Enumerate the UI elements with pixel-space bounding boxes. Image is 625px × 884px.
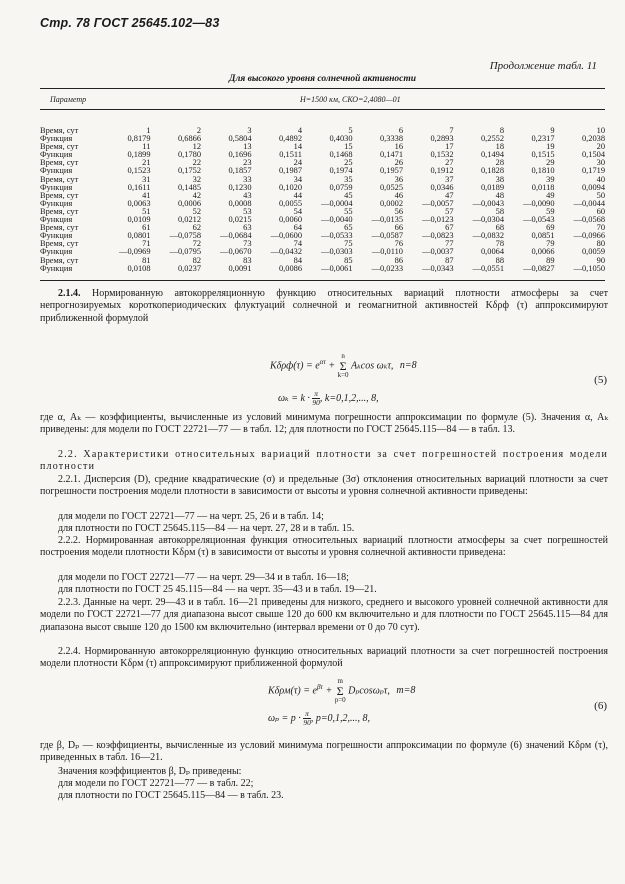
- table-cell: —0,0758: [169, 231, 201, 241]
- paragraph-2-2-2-a: для модели по ГОСТ 22721—77 — на черт. 29—34 и в табл. 16—18;: [58, 572, 349, 583]
- table-cell: 59: [546, 206, 555, 216]
- formula-6-line1: $K\delta\rho м(\tau) = e^{\beta\tau} + m$ Σ p=0 Dₚcosωₚτ, m=8: [268, 677, 416, 704]
- table-cell: 13: [243, 142, 252, 152]
- table-cell: 81: [142, 255, 151, 265]
- table-cell: 34: [293, 174, 302, 184]
- table-cell: 10: [596, 126, 605, 135]
- table-cell: 90: [596, 255, 605, 265]
- table-cell: 20: [596, 142, 605, 152]
- table-cell: 0,0059: [581, 247, 605, 257]
- formula-6-line2: ωₚ = p · $\frac{\pi}{90}$ , p=0,1,2,..., 8,: [268, 709, 371, 727]
- table-cell: 6: [398, 126, 403, 135]
- table-cell: 0,0091: [228, 263, 252, 273]
- page-header: Стр. 78 ГОСТ 25645.102—83: [40, 16, 220, 30]
- row-label: Время, сут: [40, 158, 79, 168]
- table-row: [40, 184, 605, 192]
- row-label: Функция: [40, 150, 73, 160]
- paragraph-2-2: 2.2. Характеристики относительных вариаций плотности за счет погрешностей построения модели плотности: [40, 449, 609, 473]
- table-cell: 23: [243, 158, 252, 168]
- table-cell: 82: [192, 255, 201, 265]
- table-cell: 72: [192, 239, 201, 249]
- table-cell: 27: [445, 158, 454, 168]
- table-cell: 61: [142, 223, 151, 233]
- table-cell: 48: [495, 190, 504, 200]
- table-cell: 49: [546, 190, 555, 200]
- table-cell: —0,0600: [270, 231, 302, 241]
- paragraph-2-2-1-a: для модели по ГОСТ 22721—77 — на черт. 25, 26 и в табл. 14;: [58, 511, 324, 522]
- row-label: Функция: [40, 182, 73, 192]
- table-cell: 9: [550, 126, 555, 135]
- table-cell: 0,1494: [480, 150, 504, 160]
- table-cell: 64: [293, 223, 302, 233]
- table-cell: —0,0551: [472, 263, 504, 273]
- sum-symbol: n Σ k=0: [337, 352, 349, 379]
- table-cell: 0,8179: [127, 134, 151, 144]
- row-label: Функция: [40, 247, 73, 257]
- sum-symbol: m Σ p=0: [334, 677, 346, 704]
- paragraph-2-1-4: 2.1.4. Нормированную автокорреляционную функцию относительных вариаций плотности атмосферы за счет непрогнозируемых короткопериодических флуктуаций солнечной и геомагнитной активностей Kδρф (τ) аппроксимируют приближенной формулой: [40, 288, 608, 324]
- table-cell: —0,0832: [472, 231, 504, 241]
- table-cell: 79: [546, 239, 555, 249]
- table-cell: 0,0006: [177, 198, 201, 208]
- formula-5-line2: ωₖ = k · $\frac{\pi}{90}$ , k=0,1,2,..., 8,: [278, 389, 379, 407]
- table-cell: —0,0043: [472, 198, 504, 208]
- table-cell: 71: [142, 239, 151, 249]
- table-cell: 44: [293, 190, 302, 200]
- table-cell: 15: [344, 142, 353, 152]
- table-cell: 4: [297, 126, 302, 135]
- table-cell: 0,6866: [177, 134, 201, 144]
- autocorrelation-table: [40, 127, 605, 273]
- table-cell: 30: [596, 158, 605, 168]
- table-cell: 86: [394, 255, 403, 265]
- table-cell: 0,1987: [278, 166, 302, 176]
- table-cell: 0,1515: [531, 150, 555, 160]
- table-cell: 0,0109: [127, 215, 151, 225]
- row-label: Время, сут: [40, 142, 79, 152]
- table-cell: 63: [243, 223, 252, 233]
- equation-number-5: (5): [594, 374, 607, 386]
- table-cell: 47: [445, 190, 454, 200]
- table-cell: 78: [495, 239, 504, 249]
- table-cell: 36: [394, 174, 403, 184]
- paragraph-values-6-b: для плотности по ГОСТ 25645.115—84 — в табл. 23.: [58, 790, 284, 801]
- table-cell: 0,0108: [127, 263, 151, 273]
- table-cell: 0,1523: [127, 166, 151, 176]
- table-row: [40, 232, 605, 240]
- table-cell: 75: [344, 239, 353, 249]
- table-cell: 0,1230: [228, 182, 252, 192]
- table-cell: 0,2552: [480, 134, 504, 144]
- table-cell: 0,1780: [177, 150, 201, 160]
- table-cell: 1: [146, 126, 151, 135]
- table-cell: 0,1020: [278, 182, 302, 192]
- table-cell: —0,0233: [371, 263, 403, 273]
- equation-number-6: (6): [594, 700, 607, 712]
- table-cell: 22: [192, 158, 201, 168]
- table-cell: —0,0966: [573, 231, 605, 241]
- table-cell: 17: [445, 142, 454, 152]
- table-cell: 0,1899: [127, 150, 151, 160]
- table-cell: —0,0543: [523, 215, 555, 225]
- table-row: [40, 216, 605, 224]
- table-cell: 0,1511: [279, 150, 302, 160]
- table-cell: —0,0303: [321, 247, 353, 257]
- table-cell: 52: [192, 206, 201, 216]
- table-cell: —0,0061: [321, 263, 353, 273]
- table-cell: 0,0212: [177, 215, 201, 225]
- table-row: [40, 151, 605, 159]
- table-cell: —0,0343: [422, 263, 454, 273]
- table-cell: 0,1857: [228, 166, 252, 176]
- table-top-rule: [40, 88, 605, 89]
- table-cell: 87: [445, 255, 454, 265]
- table-cell: —0,0037: [422, 247, 454, 257]
- paragraph-2-2-1-b: для плотности по ГОСТ 25645.115—84 — на черт. 27, 28 и в табл. 15.: [58, 523, 355, 534]
- row-label: Функция: [40, 166, 73, 176]
- table-cell: 0,0055: [278, 198, 302, 208]
- table-row: [40, 159, 605, 167]
- table-cell: 89: [546, 255, 555, 265]
- table-cell: —0,0044: [573, 198, 605, 208]
- table-cell: 11: [142, 142, 151, 152]
- table-cell: 68: [495, 223, 504, 233]
- table-cell: 0,0060: [278, 215, 302, 225]
- table-cell: 0,1974: [329, 166, 353, 176]
- table-cell: 0,3338: [379, 134, 403, 144]
- table-cell: 24: [293, 158, 302, 168]
- table-cell: 0,0086: [278, 263, 302, 273]
- table-cell: 3: [247, 126, 252, 135]
- table-cell: 28: [495, 158, 504, 168]
- row-label: Время, сут: [40, 206, 79, 216]
- table-cell: 0,1696: [228, 150, 252, 160]
- paragraph-2-2-3: 2.2.3. Данные на черт. 29—43 и в табл. 16—21 приведены для низкого, среднего и высокого уровней солнечной активности для модели по ГОСТ 22721—77 для диапазона высот свыше 120 до 600 км включительно и для плотности по ГОСТ 25645.115—84 для диапазона высот свыше 120 до 1500 км включительно (интервал времени от 0 до 70 сут).: [40, 597, 608, 633]
- table-cell: —0,0123: [422, 215, 454, 225]
- table-cell: 73: [243, 239, 252, 249]
- table-cell: 16: [394, 142, 403, 152]
- table-cell: —0,0004: [321, 198, 353, 208]
- table-cell: 2: [196, 126, 201, 135]
- table-cell: 0,1532: [430, 150, 454, 160]
- table-row: [40, 135, 605, 143]
- table-cell: 0,1468: [329, 150, 353, 160]
- paragraph-where-6: где β, Dₚ — коэффициенты, вычисленные из условий минимума погрешности аппроксимации по формуле (6) значений Kδρм (τ), приведенных в табл. 16—21.: [40, 740, 608, 764]
- table-row: [40, 265, 605, 273]
- table-cell: 0,1485: [177, 182, 201, 192]
- table-cell: 51: [142, 206, 151, 216]
- table-cell: 62: [192, 223, 201, 233]
- table-continuation-label: Продолжение табл. 11: [489, 60, 597, 72]
- table-cell: 0,0801: [127, 231, 151, 241]
- table-cell: 67: [445, 223, 454, 233]
- table-cell: 70: [596, 223, 605, 233]
- table-cell: 0,2893: [430, 134, 454, 144]
- paragraph-2-2-2-b: для плотности по ГОСТ 25 45.115—84 — на черт. 35—43 и в табл. 19—21.: [58, 584, 377, 595]
- table-cell: 46: [394, 190, 403, 200]
- table-cell: 5: [348, 126, 353, 135]
- row-label: Функция: [40, 263, 73, 273]
- table-cell: 55: [344, 206, 353, 216]
- table-cell: 0,1752: [177, 166, 201, 176]
- table-header-rule: [40, 109, 605, 110]
- table-cell: 18: [495, 142, 504, 152]
- paragraph-where-5: где α, Aₖ — коэффициенты, вычисленные из условий минимума погрешности аппроксимации по формуле (5). Значения α, Aₖ приведены: для модели по ГОСТ 22721—77 — в табл. 12; для плотности по ГОСТ 25645.115—84 — в табл. 13.: [40, 412, 608, 436]
- table-cell: 69: [546, 223, 555, 233]
- table-cell: —0,0432: [270, 247, 302, 257]
- table-cell: 43: [243, 190, 252, 200]
- table-cell: —0,0795: [169, 247, 201, 257]
- table-cell: 38: [495, 174, 504, 184]
- table-cell: 0,1810: [531, 166, 555, 176]
- table-cell: —0,0684: [220, 231, 252, 241]
- paragraph-values-6-a: для модели по ГОСТ 22721—77 — в табл. 22;: [58, 778, 254, 789]
- table-cell: —0,0090: [523, 198, 555, 208]
- table-cell: 0,0346: [430, 182, 454, 192]
- condition-column-header: H=1500 км, СКО=2,4080—01: [300, 95, 401, 104]
- table-cell: 7: [449, 126, 454, 135]
- table-cell: 8: [499, 126, 504, 135]
- table-cell: 66: [394, 223, 403, 233]
- paragraph-2-2-2: 2.2.2. Нормированная автокорреляционная функция относительных вариаций плотности атмосферы за счет погрешностей построения модели плотности Kδρм (τ) в зависимости от высоты и уровня солнечной активности приведена:: [40, 535, 608, 559]
- table-cell: 0,1719: [581, 166, 605, 176]
- table-cell: 19: [546, 142, 555, 152]
- table-title: Для высокого уровня солнечной активности: [228, 74, 417, 84]
- table-cell: —0,0670: [220, 247, 252, 257]
- table-cell: 85: [344, 255, 353, 265]
- table-cell: —0,0823: [422, 231, 454, 241]
- table-cell: 88: [495, 255, 504, 265]
- table-row: [40, 167, 605, 175]
- table-cell: 0,4892: [278, 134, 302, 144]
- table-cell: 83: [243, 255, 252, 265]
- row-label: Время, сут: [40, 255, 79, 265]
- table-cell: 0,1828: [480, 166, 504, 176]
- table-cell: —0,0969: [119, 247, 151, 257]
- row-label: Время, сут: [40, 126, 79, 135]
- table-row: [40, 143, 605, 151]
- table-cell: 53: [243, 206, 252, 216]
- paragraph-2-2-4: 2.2.4. Нормированную автокорреляционную функцию относительных вариаций плотности за счет погрешностей построения модели плотности Kδρм (τ) аппроксимируют приближенной формулой: [40, 646, 608, 670]
- table-cell: 0,0215: [228, 215, 252, 225]
- table-cell: —0,0568: [573, 215, 605, 225]
- table-cell: 39: [546, 174, 555, 184]
- table-cell: 35: [344, 174, 353, 184]
- table-cell: 0,5804: [228, 134, 252, 144]
- table-cell: 0,1504: [581, 150, 605, 160]
- table-cell: 54: [293, 206, 302, 216]
- table-cell: 0,0118: [531, 182, 555, 192]
- table-cell: 0,2038: [581, 134, 605, 144]
- table-cell: 84: [293, 255, 302, 265]
- table-cell: 0,0002: [379, 198, 403, 208]
- table-cell: 0,1471: [379, 150, 403, 160]
- table-cell: 21: [142, 158, 151, 168]
- table-cell: 58: [495, 206, 504, 216]
- row-label: Время, сут: [40, 190, 79, 200]
- table-cell: —0,0135: [371, 215, 403, 225]
- table-cell: 0,0759: [329, 182, 353, 192]
- table-cell: 0,0094: [581, 182, 605, 192]
- table-cell: 29: [546, 158, 555, 168]
- table-cell: 76: [394, 239, 403, 249]
- table-cell: 0,1912: [430, 166, 454, 176]
- table-cell: 0,4030: [329, 134, 353, 144]
- table-cell: —0,0057: [422, 198, 454, 208]
- table-cell: 41: [142, 190, 151, 200]
- table-cell: 0,0064: [480, 247, 504, 257]
- table-cell: 0,0063: [127, 198, 151, 208]
- table-cell: 56: [394, 206, 403, 216]
- table-cell: 57: [445, 206, 454, 216]
- paragraph-values-6: Значения коэффициентов β, Dₚ приведены:: [58, 766, 242, 777]
- table-row: [40, 248, 605, 256]
- table-cell: —0,1050: [573, 263, 605, 273]
- table-cell: 60: [596, 206, 605, 216]
- table-cell: 0,0851: [531, 231, 555, 241]
- table-cell: 0,0066: [531, 247, 555, 257]
- table-bottom-rule: [40, 280, 605, 281]
- table-cell: 45: [344, 190, 353, 200]
- table-cell: 0,0008: [228, 198, 252, 208]
- table-cell: 80: [596, 239, 605, 249]
- table-cell: 50: [596, 190, 605, 200]
- table-cell: —0,0827: [523, 263, 555, 273]
- table-cell: 77: [445, 239, 454, 249]
- table-cell: 42: [192, 190, 201, 200]
- table-row: [40, 127, 605, 135]
- table-cell: 32: [192, 174, 201, 184]
- table-row: [40, 200, 605, 208]
- formula-5-line1: $K\delta\rho ф(\tau) = e^{\alpha\tau} + n$ Σ k=0 Aₖcos ωₖτ, n=8: [270, 352, 417, 379]
- table-cell: —0,0587: [371, 231, 403, 241]
- table-cell: —0,0110: [371, 247, 403, 257]
- table-row: [40, 176, 605, 184]
- table-cell: 74: [293, 239, 302, 249]
- table-cell: —0,0040: [321, 215, 353, 225]
- table-cell: 0,1611: [127, 182, 151, 192]
- table-cell: 12: [192, 142, 201, 152]
- table-cell: 25: [344, 158, 353, 168]
- param-column-header: Параметр: [50, 95, 87, 104]
- table-cell: —0,0304: [472, 215, 504, 225]
- row-label: Функция: [40, 231, 73, 241]
- table-cell: —0,0533: [321, 231, 353, 241]
- table-cell: 26: [394, 158, 403, 168]
- row-label: Функция: [40, 198, 73, 208]
- row-label: Время, сут: [40, 239, 79, 249]
- table-cell: 0,0237: [177, 263, 201, 273]
- table-cell: 0,0189: [480, 182, 504, 192]
- table-cell: 14: [293, 142, 302, 152]
- table-cell: 0,1957: [379, 166, 403, 176]
- table-cell: 0,0525: [379, 182, 403, 192]
- table-cell: 33: [243, 174, 252, 184]
- row-label: Время, сут: [40, 223, 79, 233]
- row-label: Время, сут: [40, 174, 79, 184]
- row-label: Функция: [40, 215, 73, 225]
- row-label: Функция: [40, 134, 73, 144]
- paragraph-2-2-1: 2.2.1. Дисперсия (D), средние квадратические (σ) и предельные (3σ) отклонения относительных вариаций плотности за счет погрешности построения модели плотности в зависимости от высоты и уровня солнечной активности приведены:: [40, 474, 608, 498]
- table-cell: 31: [142, 174, 151, 184]
- table-cell: 37: [445, 174, 454, 184]
- table-cell: 40: [596, 174, 605, 184]
- table-cell: 65: [344, 223, 353, 233]
- table-cell: 0,2317: [531, 134, 555, 144]
